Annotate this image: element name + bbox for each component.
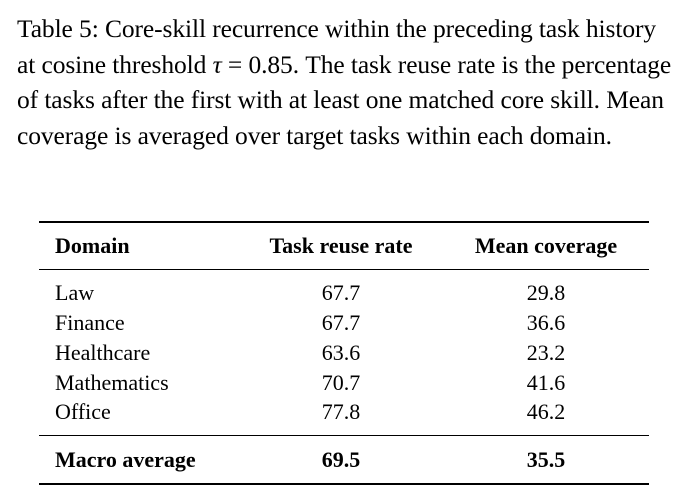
table-caption — [17, 11, 677, 153]
caption-threshold: 0.85 — [248, 49, 293, 79]
header-reuse-rate: Task reuse rate — [269, 233, 413, 258]
row-mean-coverage: 41.6 — [526, 370, 566, 395]
row-reuse-rate: 63.6 — [321, 340, 361, 365]
row-domain: Healthcare — [55, 340, 151, 365]
table-row — [39, 368, 649, 398]
table-row — [39, 308, 649, 338]
bottom-rule — [39, 483, 649, 485]
header-domain: Domain — [55, 233, 130, 258]
table-row — [39, 397, 649, 427]
caption-suffix: . The task reuse rate is the percentage of tasks after the first with at least one matched core skill. Mean coverage is averaged over target tasks within each domain. — [17, 49, 672, 150]
summary-domain: Macro average — [55, 447, 196, 472]
row-mean-coverage: 46.2 — [526, 399, 566, 424]
header-mean-coverage: Mean coverage — [474, 233, 618, 258]
row-mean-coverage: 23.2 — [526, 340, 566, 365]
row-mean-coverage: 36.6 — [526, 310, 566, 335]
summary-row — [39, 445, 649, 475]
row-reuse-rate: 67.7 — [321, 310, 361, 335]
row-domain: Office — [55, 399, 111, 424]
table-row — [39, 338, 649, 368]
row-mean-coverage: 29.8 — [526, 280, 566, 305]
row-domain: Law — [55, 280, 95, 305]
top-rule — [39, 221, 649, 223]
row-domain: Mathematics — [55, 370, 169, 395]
row-reuse-rate: 70.7 — [321, 370, 361, 395]
header-rule — [39, 269, 649, 270]
summary-mean-coverage: 35.5 — [526, 447, 566, 472]
row-reuse-rate: 67.7 — [321, 280, 361, 305]
summary-reuse-rate: 69.5 — [321, 447, 361, 472]
caption-equals: = — [221, 49, 249, 79]
table-row — [39, 278, 649, 308]
caption-prefix: Table 5: Core-skill recurrence within the preceding task history at cosine threshold — [17, 14, 657, 79]
header-row — [39, 231, 649, 261]
row-domain: Finance — [55, 310, 125, 335]
row-reuse-rate: 77.8 — [321, 399, 361, 424]
caption-tau-symbol: τ — [212, 49, 222, 79]
summary-rule — [39, 435, 649, 436]
